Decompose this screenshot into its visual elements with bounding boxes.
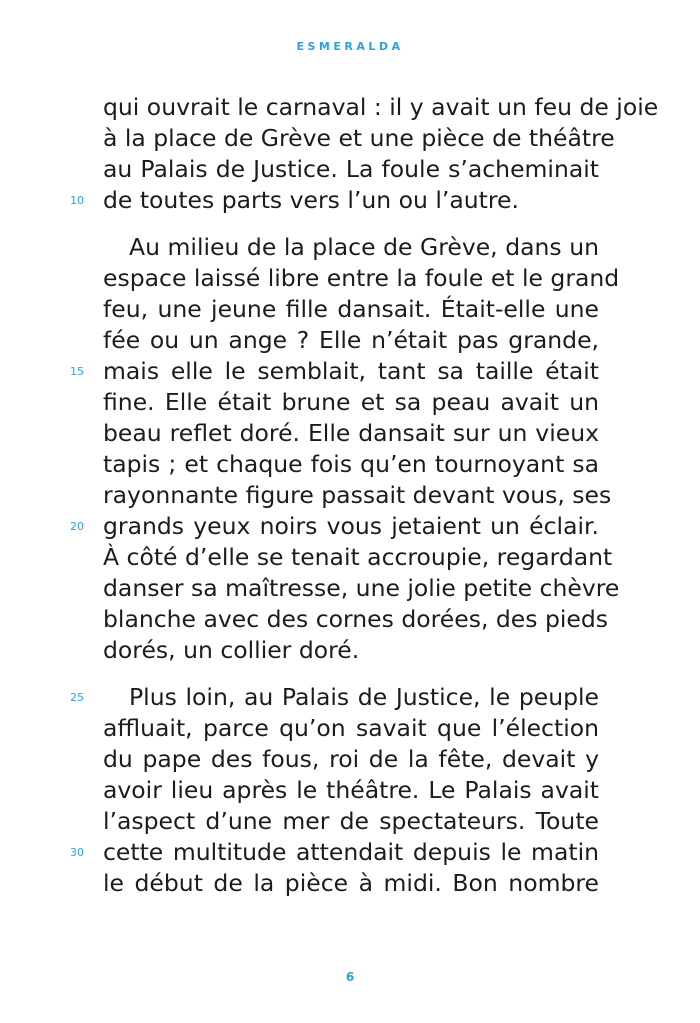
line-number: 30 [70, 846, 84, 859]
page-number: 6 [345, 970, 355, 984]
text-line [103, 232, 599, 263]
text-line [103, 806, 599, 837]
line-text: beau reflet doré. Elle dansait sur un vieux [103, 419, 599, 447]
text-line [70, 356, 599, 387]
paragraph [70, 232, 620, 666]
line-text: l’aspect d’une mer de spectateurs. Toute [103, 807, 599, 835]
text-line [103, 868, 599, 899]
line-number: 10 [70, 194, 84, 207]
text-line [103, 92, 659, 123]
line-text: danser sa maîtresse, une jolie petite chèvre [103, 574, 620, 602]
line-text: fine. Elle était brune et sa peau avait un [103, 388, 599, 416]
line-text: cette multitude attendait depuis le matin [103, 838, 599, 866]
line-text: dorés, un collier doré. [103, 636, 360, 664]
line-text: à la place de Grève et une pièce de théâtre [103, 124, 615, 152]
line-text: rayonnante figure passait devant vous, ses [103, 481, 612, 509]
text-line [103, 325, 599, 356]
text-line [70, 511, 599, 542]
line-text: tapis ; et chaque fois qu’en tournoyant sa [103, 450, 599, 478]
text-line [103, 480, 612, 511]
line-text: Plus loin, au Palais de Justice, le peuple [129, 683, 599, 711]
text-line [103, 449, 599, 480]
line-text: feu, une jeune fille dansait. Était-elle une [103, 295, 599, 323]
text-line [103, 573, 620, 604]
line-number: 25 [70, 691, 84, 704]
line-text: fée ou un ange ? Elle n’était pas grande, [103, 326, 599, 354]
text-line [103, 294, 599, 325]
line-text: qui ouvrait le carnaval : il y avait un feu de joie [103, 93, 659, 121]
line-text: espace laissé libre entre la foule et le grand [103, 264, 620, 292]
text-line [103, 713, 599, 744]
paragraph [70, 682, 599, 899]
line-text: du pape des fous, roi de la fête, devait y [103, 745, 599, 773]
line-text: mais elle le semblait, tant sa taille était [103, 357, 599, 385]
text-line [70, 185, 599, 216]
line-number: 15 [70, 365, 84, 378]
text-line [103, 263, 620, 294]
text-line [103, 387, 599, 418]
line-text: Au milieu de la place de Grève, dans un [129, 233, 599, 261]
text-line [103, 418, 599, 449]
line-text: de toutes parts vers l’un ou l’autre. [103, 186, 519, 214]
line-number: 20 [70, 520, 84, 533]
line-text: À côté d’elle se tenait accroupie, regardant [103, 543, 613, 571]
paragraph [70, 92, 659, 216]
text-line [70, 682, 599, 713]
text-line [103, 635, 599, 666]
body-text [70, 92, 659, 899]
text-line [103, 604, 609, 635]
line-text: grands yeux noirs vous jetaient un éclair. [103, 512, 599, 540]
text-line [103, 542, 613, 573]
line-text: au Palais de Justice. La foule s’acheminait [103, 155, 599, 183]
text-line [103, 775, 599, 806]
line-text: affluait, parce qu’on savait que l’élection [103, 714, 599, 742]
line-text: le début de la pièce à midi. Bon nombre [103, 869, 599, 897]
text-line [103, 123, 615, 154]
text-line [103, 744, 599, 775]
text-line [103, 154, 599, 185]
line-text: avoir lieu après le théâtre. Le Palais avait [103, 776, 599, 804]
line-text: blanche avec des cornes dorées, des pieds [103, 605, 609, 633]
text-line [70, 837, 599, 868]
running-head-title: ESMERALDA [296, 40, 404, 53]
